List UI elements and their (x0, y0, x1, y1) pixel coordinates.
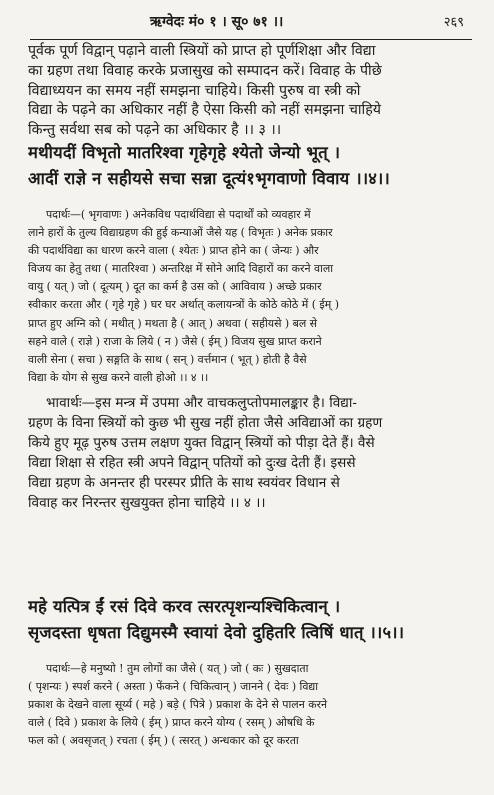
text-line: स्वीकार करता और ( गृहे गृहे ) घर घर अर्थात् कलायन्त्रों के कोठे कोठे में ( ईम् ) (28, 298, 339, 312)
bhavartha-4 (28, 394, 472, 513)
text-line: विद्या ग्रहण के अनन्तर ही परस्पर प्रीति के साथ स्वयंवर विधान से (28, 474, 340, 491)
text-line: विजय का हेतु तथा ( मातरिश्वा ) अन्तरिक्ष में सोने आदि विहारों का करने वाला (28, 262, 334, 276)
text-line: का ग्रहण तथा विवाह करके प्रजासुख को सम्पादन करें। विवाह के पीछे (28, 62, 382, 79)
text-line: प्रकाश के देखने वाला सूर्य्य ( महे ) बड़े ( पित्रे ) प्रकाश के देने से पालन करने (28, 698, 328, 712)
mantra-5 (28, 594, 472, 646)
mantra-line: आदीं राज्ञे न सहीयसे सचा सन्ना दूत्यं१भृगवाणो विवाय ।।४।। (28, 169, 390, 188)
padartha-5 (28, 660, 472, 750)
padartha-4 (28, 206, 472, 387)
text-line: किन्तु सर्वथा सब को पढ़ने का अधिकार है ।। ३ ।। (28, 122, 282, 139)
text-line: ( पृशन्यः ) स्पर्श करने ( अस्ता ) फेंकने ( चिकित्वान् ) जानने ( देवः ) विद्या (28, 680, 319, 694)
header-title: ऋग्वेदः मं० १ । सू० ७१ ।। (150, 14, 284, 30)
text-line: लाने हारों के तुल्य विद्याग्रहण की हुई कन्याओं जैसे यह ( विभृतः ) अनेक प्रकार (28, 226, 333, 240)
text-line: भावार्थः—इस मन्त्र में उपमा और वाचकलुप्तोपमालङ्कार है। विद्या- (46, 395, 357, 411)
mantra-line: महे यत्पित्र ईं रसं दिवे करव त्सरत्पृशन्यश्चिकित्वान् । (28, 597, 341, 616)
running-header (0, 8, 494, 36)
text-line: वाली सेना ( सचा ) सङ्गति के साथ ( सन् ) वर्त्तमान ( भूत् ) होती है वैसे (28, 352, 307, 366)
mantra-line: मथीयदीं विभृतो मातरिश्वा गृहेगृहे श्येतो जेन्यो भूत् । (28, 143, 341, 162)
intro-paragraph (28, 42, 472, 141)
text-line: पूर्वक पूर्ण विद्वान् पढ़ाने वाली स्त्रियों को प्राप्त हो पूर्णशिक्षा और विद्या (28, 43, 376, 59)
mantra-line: सृजदस्ता धृषता दिद्युमस्मै स्वायां देवो दुहितरि त्विषिं धात् ।।५।। (28, 623, 405, 642)
text-line: विद्या के योग से सुख करने वाली होओ ।। ४ ।। (28, 370, 209, 384)
page-number: २६९ (443, 15, 464, 30)
text-line: पदार्थः—हे मनुष्यो ! तुम लोगों का जैसे ( यत् ) जो ( कः ) सुखदाता (46, 662, 309, 675)
text-line: ग्रहण के विना स्त्रियों को कुछ भी सुख नहीं होता जैसे अविद्याओं का ग्रहण (28, 414, 383, 431)
text-line: वायु ( यत् ) जो ( दूत्यम् ) दूत का कर्म है उस को ( आविवाय ) अच्छे प्रकार (28, 280, 322, 294)
text-line: वाले ( दिवे ) प्रकाश के लिये ( ईम् ) प्राप्त करने योग्य ( रसम् ) ओषधि के (28, 716, 315, 730)
text-line: प्राप्त हुए अग्नि को ( मथीत् ) मथता है ( आत् ) अथवा ( सहीयसे ) बल से (28, 316, 318, 330)
text-line: विद्या के पढ़ने का अधिकार नहीं है ऐसा किसी को नहीं समझना चाहिये (28, 102, 381, 119)
text-line: सहने वाले ( राज्ञे ) राजा के लिये ( न ) जैसे ( ईम् ) विजय सुख प्राप्त कराने (28, 334, 322, 348)
text-line: पदार्थः—( भृगवाणः ) अनेकविध पदार्थविद्या से पदार्थों को व्यवहार में (46, 208, 311, 221)
text-line: विद्याध्ययन का समय नहीं समझना चाहिये। किसी पुरुष वा स्त्री को (28, 82, 361, 99)
text-line: फल को ( अवसृजत् ) रचता ( ईम् ) ( त्सरत् ) अन्धकार को दूर करता (28, 734, 299, 748)
text-line: विद्या शिक्षा से रहित स्त्री अपने विद्वान् पतियों को दुःख देती हैं। इससे (28, 454, 356, 471)
mantra-4 (28, 140, 472, 192)
text-line: की पदार्थविद्या का धारण करने वाला ( श्येतः ) प्राप्त होने का ( जेन्यः ) और (28, 244, 319, 258)
header-rule (30, 39, 472, 40)
text-line: विवाह कर निरन्तर सुखयुक्त होना चाहिये ।। ४ ।। (28, 494, 266, 511)
text-line: किये हुए मूढ़ पुरुष उत्तम लक्षण युक्त विद्वान् स्त्रियों को पीड़ा देते हैं। वैसे (28, 434, 375, 451)
